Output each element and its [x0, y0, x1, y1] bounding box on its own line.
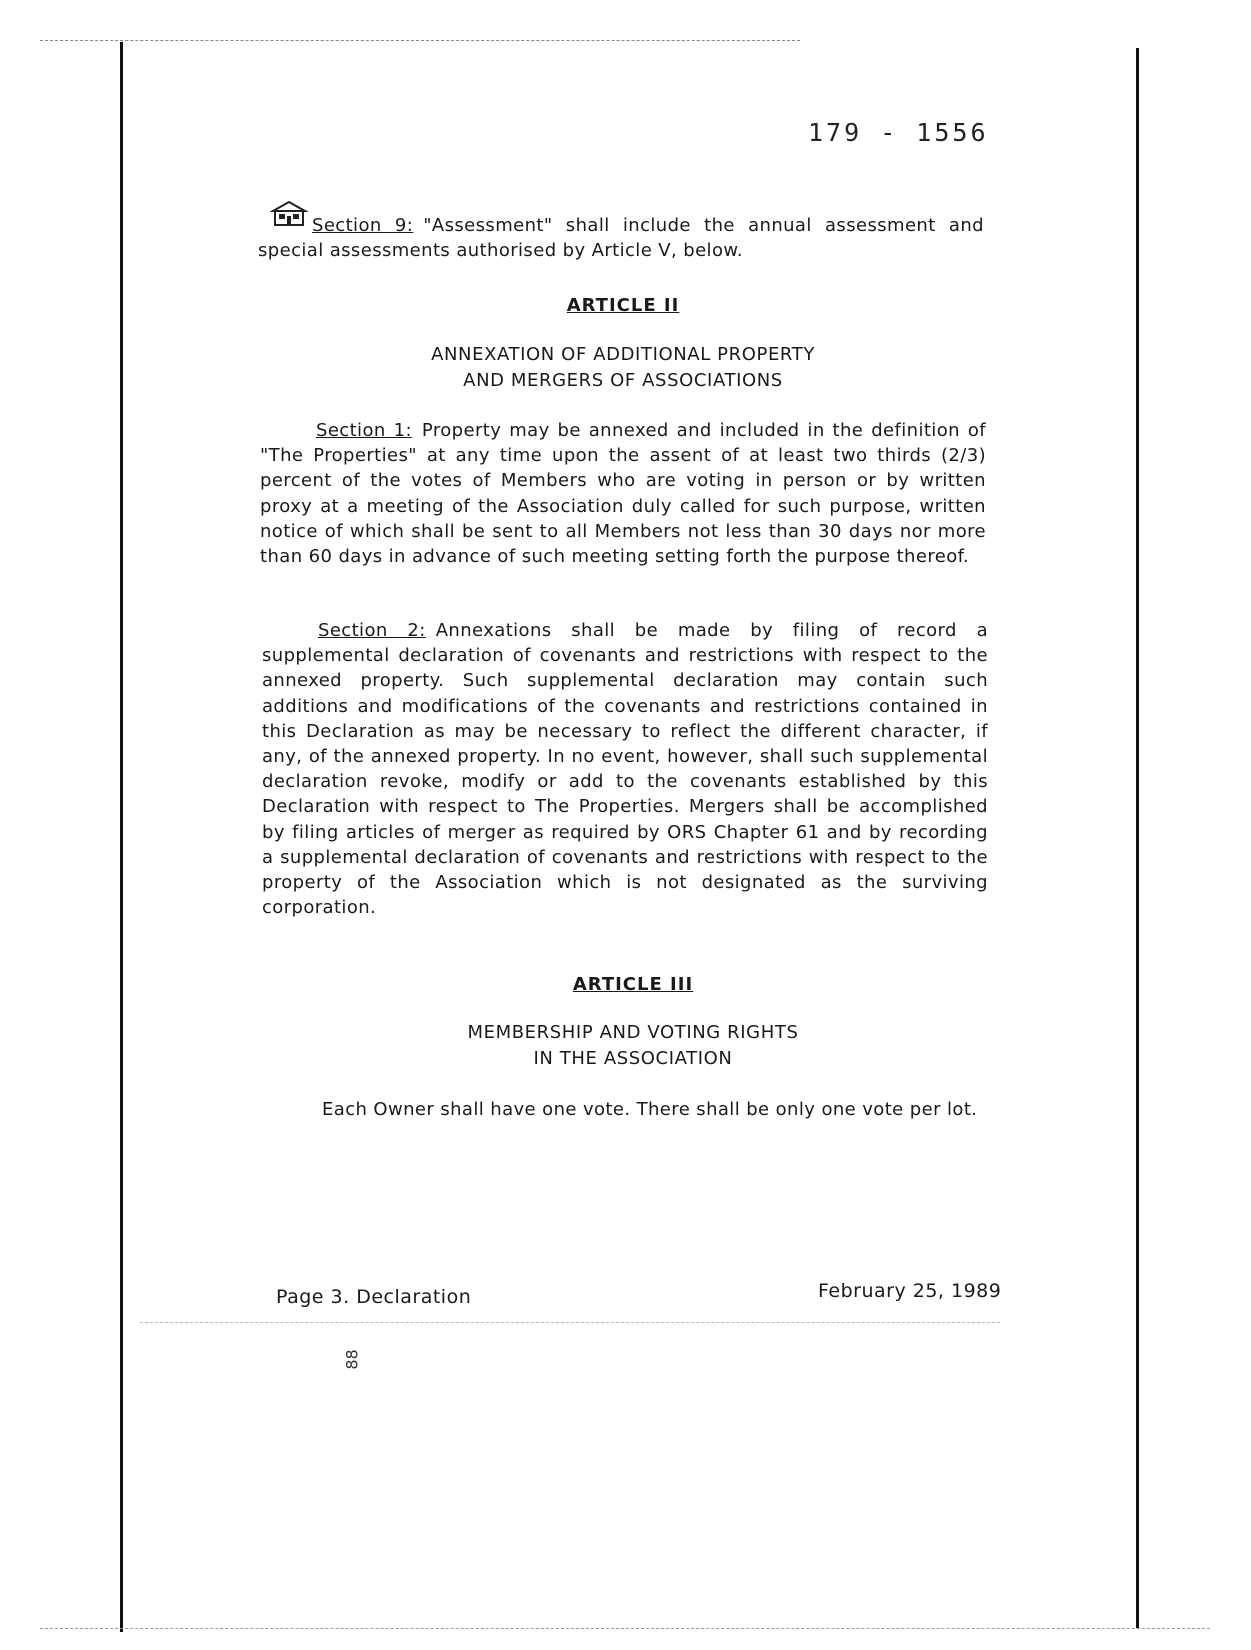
right-margin-rule [1136, 48, 1139, 1628]
section-2-text: Annexations shall be made by filing of record a supplemental declaration of covenants and restrictions with respect to the annexed property. Such supplemental declaration may contain such additions and modifications of the covenants and restrictions contained in this Declaration as may be necessary to reflect the different character, if any, of the annexed property. In no event, however, shall such supplemental declaration revoke, modify or add to the covenants established by this Declaration with respect to The Properties. Mergers shall be accomplished by filing articles of merger as required by ORS Chapter 61 and by recording a supplemental declaration of covenants and restrictions with respect to the property of the Association which is not designated as the surviving corporation. [262, 620, 988, 919]
article-3-subtitle-line-1: MEMBERSHIP AND VOTING RIGHTS [467, 1022, 799, 1043]
section-9-heading: Section 9: [312, 215, 414, 236]
article-2-subtitle [260, 342, 986, 394]
section-1-text: Property may be annexed and included in the definition of "The Properties" at any time upon the assent of at least two thirds (2/3) percent of the votes of Members who are voting in person or by written proxy at a meeting of the Association duly called for such purpose, written notice of which shall be sent to all Members not less than 30 days nor more than 60 days in advance of such meeting setting forth the purpose thereof. [260, 420, 986, 568]
scan-top-edge [40, 40, 800, 42]
article-2-section-2 [262, 618, 988, 920]
scan-bottom-edge [40, 1628, 1210, 1630]
article-3-title: ARTICLE III [572, 974, 694, 995]
section-9-text: "Assessment" shall include the annual assessment and special assessments authorised by Article V, below. [258, 215, 984, 262]
left-margin-rule [120, 42, 123, 1632]
article-2-title: ARTICLE II [566, 295, 680, 316]
section-1-heading: Section 1: [316, 420, 412, 441]
article-2-subtitle-line-2: AND MERGERS OF ASSOCIATIONS [463, 370, 783, 391]
article-2-section-1 [260, 418, 986, 569]
article-3-subtitle [270, 1020, 996, 1072]
article-3-subtitle-line-2: IN THE ASSOCIATION [533, 1048, 733, 1069]
article-2-subtitle-line-1: ANNEXATION OF ADDITIONAL PROPERTY [431, 344, 815, 365]
section-9-paragraph [258, 213, 984, 263]
footer-date: February 25, 1989 [818, 1280, 1002, 1302]
page-number: 179 - 1556 [808, 118, 989, 147]
margin-stamp: 88 [342, 1349, 362, 1370]
section-2-heading: Section 2: [318, 620, 426, 641]
article-3-text: Each Owner shall have one vote. There shall be only one vote per lot. [322, 1099, 978, 1120]
footer-fold-line [140, 1322, 1000, 1324]
footer-page-label: Page 3. Declaration [276, 1286, 472, 1308]
